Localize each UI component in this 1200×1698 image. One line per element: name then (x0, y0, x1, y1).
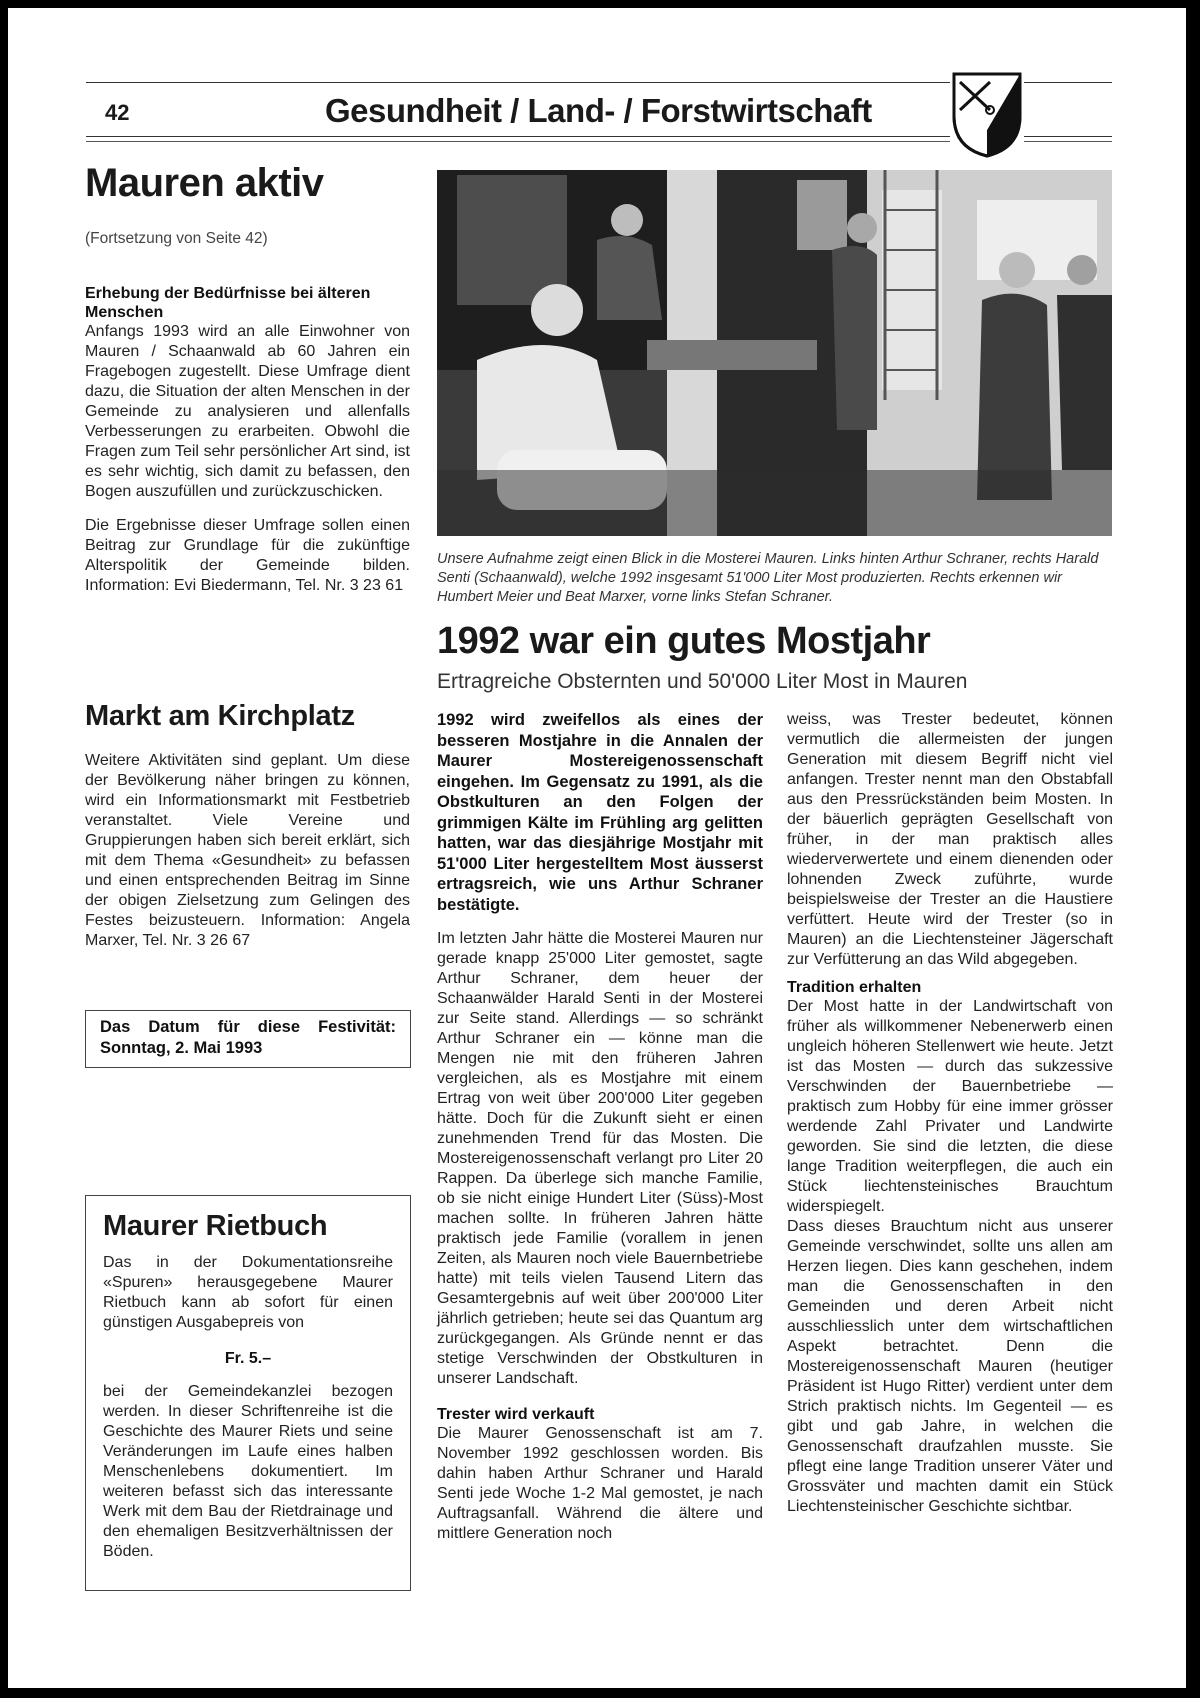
article-column-2 (787, 710, 1113, 1517)
survey-paragraph-2: Die Ergebnisse dieser Umfrage sollen einen Beitrag zur Grundlage für die zukünftige Alterspolitik der Gemeinde bilden. Information: Evi Biedermann, Tel. Nr. 3 23 61 (85, 517, 410, 594)
photo-caption: Unsere Aufnahme zeigt einen Blick in die Mosterei Mauren. Links hinten Arthur Schraner, rechts Harald Senti (Schaanwald), welche 1992 insgesamt 51'000 Liter Most produzierten. Rechts erkennen wir Humbert Meier und Beat Marxer, vorne links Stefan Schraner. (437, 551, 1099, 605)
article-paragraph-4: Der Most hatte in der Landwirtschaft von früher als willkommener Nebenerwerb einen ungleich höheren Stellenwert wie heute. Jetzt ist das Mosten — durch das sukzessive Verschwinden der Bauernbetriebe — praktisch zum Hobby für eine immer grösser werdende Zahl Privater und Landwirte geworden. Sie sind die letzten, die diese lange Tradition weiterpflegen, die auch ein Stück liechtensteinisches Brauchtum widerspiegelt. (787, 998, 1113, 1215)
date-box-text: Das Datum für diese Festivität: Sonntag, 2. Mai 1993 (100, 1018, 396, 1057)
rietbuch-price: Fr. 5.– (224, 1350, 272, 1367)
tradition-subhead: Tradition erhalten (787, 979, 922, 996)
article-paragraph-1: Im letzten Jahr hätte die Mosterei Mauren nur gerade knapp 25'000 Liter gemostet, sagte Arthur Schraner, dem heuer der Schaanwälder Harald Senti in der Mosterei zur Seite stand. Allerdings — so schränkt Arthur Schraner ein — könne man die Mengen nie mit den früheren Jahren vergleichen, als es Mostjahre mit einem Ertrag von weit über 200'000 Liter gegeben hätte. Doch für die Zukunft sieht er einen zunehmenden Trend für das Mosten. Die Mostereigenossenschaft verlangt pro Liter 20 Rappen. Da überlege sich manche Familie, ob sie nicht einige Hundert Liter (Süss)-Most machen sollte. In früheren Jahren hätte praktisch jede Familie (vorallem in jenen Zeiten, als Mauren noch viele Bauernbetriebe hatte) mit teils vielen Tausend Litern das Gesamtergebnis auf weit über 200'000 Liter jährlich getrieben; heute sei das Quantum arg zurückgegangen. Als Gründe nennt er das stetige Verschwinden der Obstkulturen in unserer Landschaft. (437, 930, 763, 1387)
article-subheadline: Ertragreiche Obsternten und 50'000 Liter Most in Mauren (437, 670, 968, 693)
markt-paragraph: Weitere Aktivitäten sind geplant. Um diese der Bevölkerung näher bringen zu können, wird ein Informationsmarkt mit Festbetrieb veranstaltet. Viele Vereine und Gruppierungen haben sich bereit erklärt, sich mit dem Thema «Gesundheit» zu befassen und einen entsprechenden Beitrag im Sinne der obigen Zielsetzung zum Gelingen des Festes beizusteuern. Information: Angela Marxer, Tel. Nr. 3 26 67 (85, 752, 410, 949)
continuation-note: (Fortsetzung von Seite 42) (85, 230, 268, 247)
trester-subhead: Trester wird verkauft (437, 1406, 595, 1423)
article-paragraph-2: Die Maurer Genossenschaft ist am 7. November 1992 geschlossen worden. Bis dahin haben Arthur Schraner und Harald Senti jede Woche 1-2 Mal gemostet, je nach Auftragsanfall. Während die ältere und mittlere Generation noch (437, 1425, 763, 1542)
rietbuch-title: Maurer Rietbuch (103, 1210, 328, 1242)
article-paragraph-3: weiss, was Trester bedeutet, können vermutlich die allermeisten der jungen Generation mit diesem Begriff nicht viel anfangen. Trester nennt man den Obstabfall aus den Pressrückständen beim Mosten. In der bäuerlich geprägten Gesellschaft von früher, in der man praktisch alles wiederverwertete und einem dienenden oder lohnenden Zweck zuführte, wurde beispielsweise der Trester an die Haustiere verfüttert. Heute wird der Trester (so in Mauren) an die Liechtensteiner Jägerschaft zur Verfütterung an das Wild abgegeben. (787, 711, 1113, 968)
survey-paragraph-1: Anfangs 1993 wird an alle Einwohner von Mauren / Schaanwald ab 60 Jahren ein Fragebogen zugestellt. Diese Umfrage dient dazu, die Situation der alten Menschen in der Gemeinde zu analysieren und allenfalls Verbesserungen zu erarbeiten. Obwohl die Fragen zum Teil sehr persönlicher Art sind, ist es sehr wichtig, sich damit zu befassen, den Bogen auszufüllen und zurückzuschicken. (85, 323, 410, 500)
rietbuch-paragraph-1: Das in der Dokumentationsreihe «Spuren» herausgegebene Maurer Rietbuch kann ab sofort für einen günstigen Ausgabepreis von (103, 1254, 393, 1331)
section-title: Gesundheit / Land- / Forstwirtschaft (325, 92, 872, 129)
rietbuch-paragraph-2: bei der Gemeindekanzlei bezogen werden. In dieser Schriftenreihe ist die Geschichte des Maurer Riets und seine Veränderungen im Laufe eines halben Menschenlebens dokumentiert. Im weiteren befasst sich das interessante Werk mit dem Bau der Rietdrainage und den ehemaligen Besitzverhältnissen der Böden. (103, 1383, 393, 1560)
coat-of-arms-icon (950, 70, 1024, 158)
markt-section (85, 700, 410, 951)
mosterei-photo (437, 170, 1112, 536)
photo-illustration (437, 170, 1112, 536)
article-column-1 (437, 710, 763, 1544)
article-paragraph-5: Dass dieses Brauchtum nicht aus unserer Gemeinde verschwindet, sollte uns allen am Herzen liegen. Dies kann geschehen, indem man die Genossenschaften in den Gemeinden und deren Arbeit nicht ausschliesslich unter dem wirtschaftlichen Aspekt betrachtet. Denn die Mostereigenossenschaft Mauren (heutiger Präsident ist Hugo Ritter) verdient unter dem Strich praktisch nichts. Im Gegenteil — es gibt und gab Jahre, in welchen die Genossenschaft draufzahlen musste. Sie pflegt eine lange Tradition unserer Väter und Grossväter und machten damit ein Stück Liechtensteinischer Geschichte sichtbar. (787, 1218, 1113, 1515)
survey-subhead: Erhebung der Bedürfnisse bei älteren Menschen (85, 285, 371, 321)
date-box (85, 1010, 411, 1068)
mauren-aktiv-section (85, 162, 410, 596)
page-number: 42 (105, 100, 130, 125)
article-lead: 1992 wird zweifellos als eines der besseren Mostjahre in die Annalen der Maurer Mostereigenossenschaft eingehen. Im Gegensatz zu 1991, als die Obstkulturen an den Folgen der grimmigen Kälte im Frühling arg gelitten hatten, war das diesjährige Mostjahr mit 51'000 Liter hergestelltem Most äusserst ertragsreich, wie uns Arthur Schraner bestätigte. (437, 711, 763, 914)
mauren-aktiv-title: Mauren aktiv (85, 161, 324, 205)
article-headline: 1992 war ein gutes Mostjahr (437, 620, 931, 662)
rietbuch-box (85, 1195, 411, 1591)
markt-title: Markt am Kirchplatz (85, 700, 355, 732)
